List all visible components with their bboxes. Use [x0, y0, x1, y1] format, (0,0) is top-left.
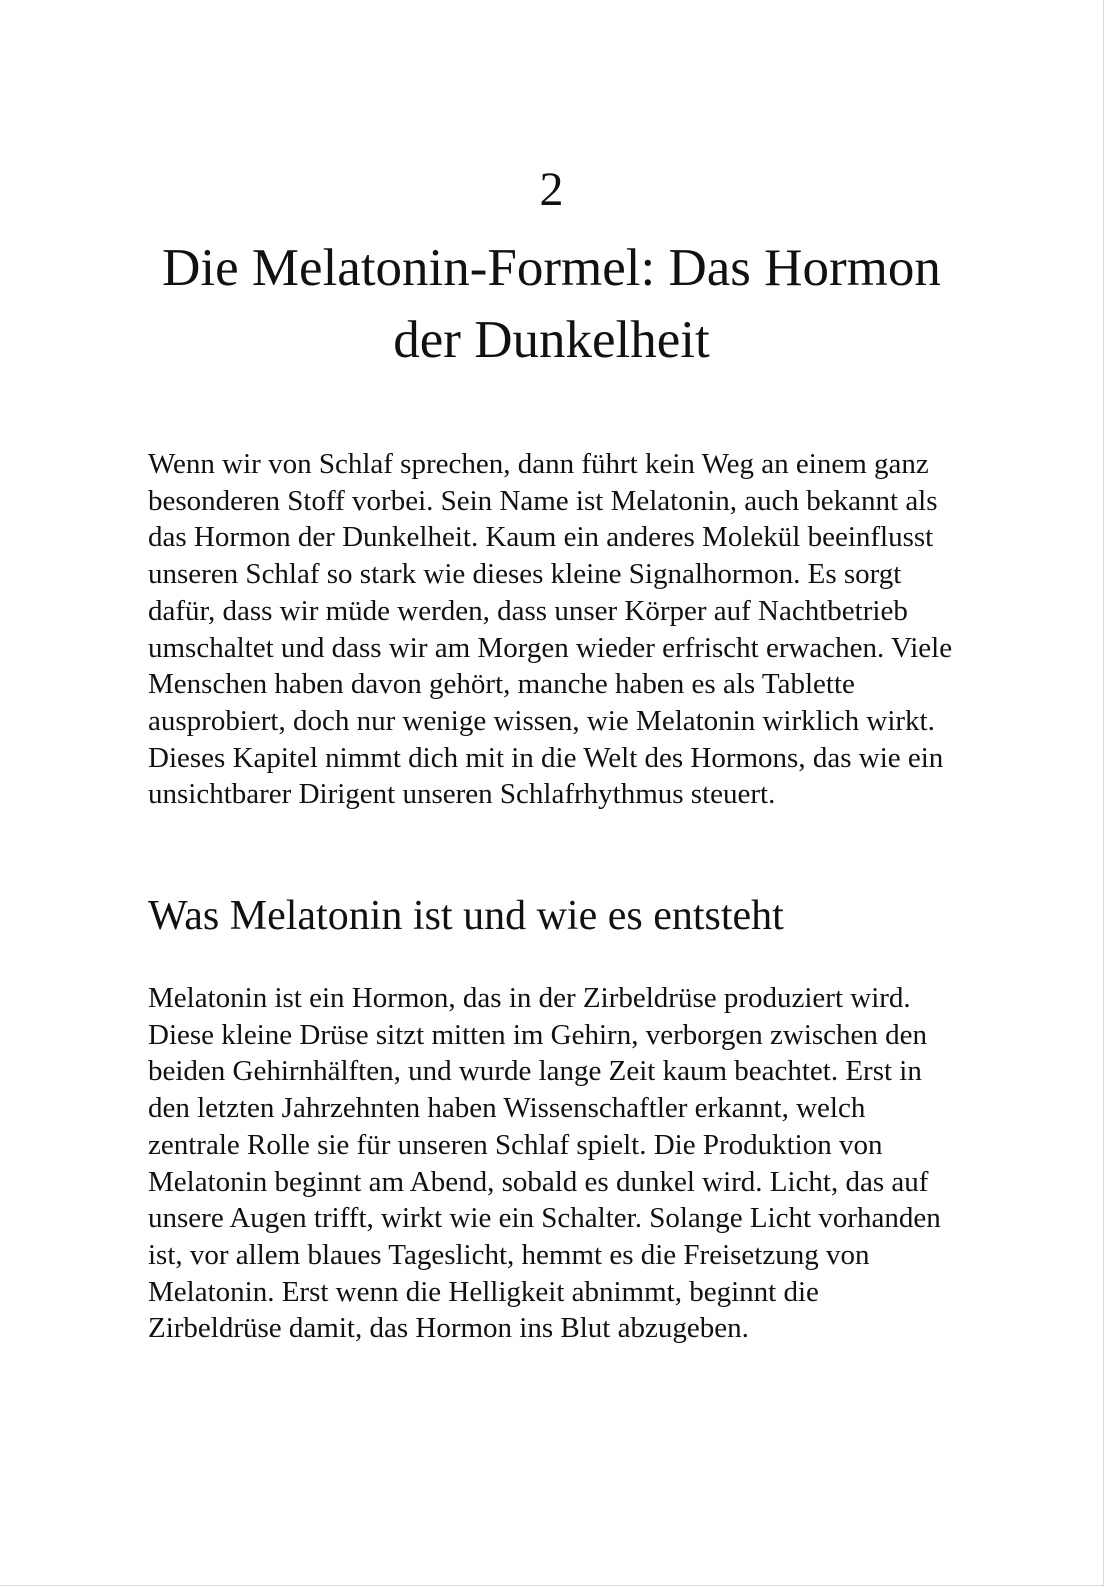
- chapter-title: Die Melatonin-Formel: Das Hormon der Dunkelheit: [162, 239, 941, 369]
- intro-paragraph: Wenn wir von Schlaf sprechen, dann führt kein Weg an einem ganz besonderen Stoff vorbei. Sein Name ist Melatonin, auch bekannt als das Hormon der Dunkelheit. Kaum ein anderes Molekül beeinflusst unseren Schlaf so stark wie dieses kleine Signalhormon. Es sorgt dafür, dass wir müde werden, dass unser Körper auf Nachtbetrieb umschaltet und dass wir am Morgen wieder erfrischt erwachen. Viele Menschen haben davon gehört, manche haben es als Tablette ausprobiert, doch nur wenige wissen, wie Melatonin wirklich wirkt. Dieses Kapitel nimmt dich mit in die Welt des Hormons, das wie ein unsichtbarer Dirigent unseren Schlafrhythmus steuert.: [148, 448, 953, 811]
- chapter-number: 2: [539, 163, 564, 216]
- section-heading: Was Melatonin ist und wie es entsteht: [148, 893, 784, 939]
- section-paragraph: Melatonin ist ein Hormon, das in der Zirbeldrüse produziert wird. Diese kleine Drüse sitzt mitten im Gehirn, verborgen zwischen den beiden Gehirnhälften, und wurde lange Zeit kaum beachtet. Erst in den letzten Jahrzehnten haben Wissenschaftler erkannt, welch zentrale Rolle sie für unseren Schlaf spielt. Die Produktion von Melatonin beginnt am Abend, sobald es dunkel wird. Licht, das auf unsere Augen trifft, wirkt wie ein Schalter. Solange Licht vorhanden ist, vor allem blaues Tageslicht, hemmt es die Freisetzung von Melatonin. Erst wenn die Helligkeit abnimmt, beginnt die Zirbeldrüse damit, das Hormon ins Blut abzugeben.: [148, 982, 941, 1345]
